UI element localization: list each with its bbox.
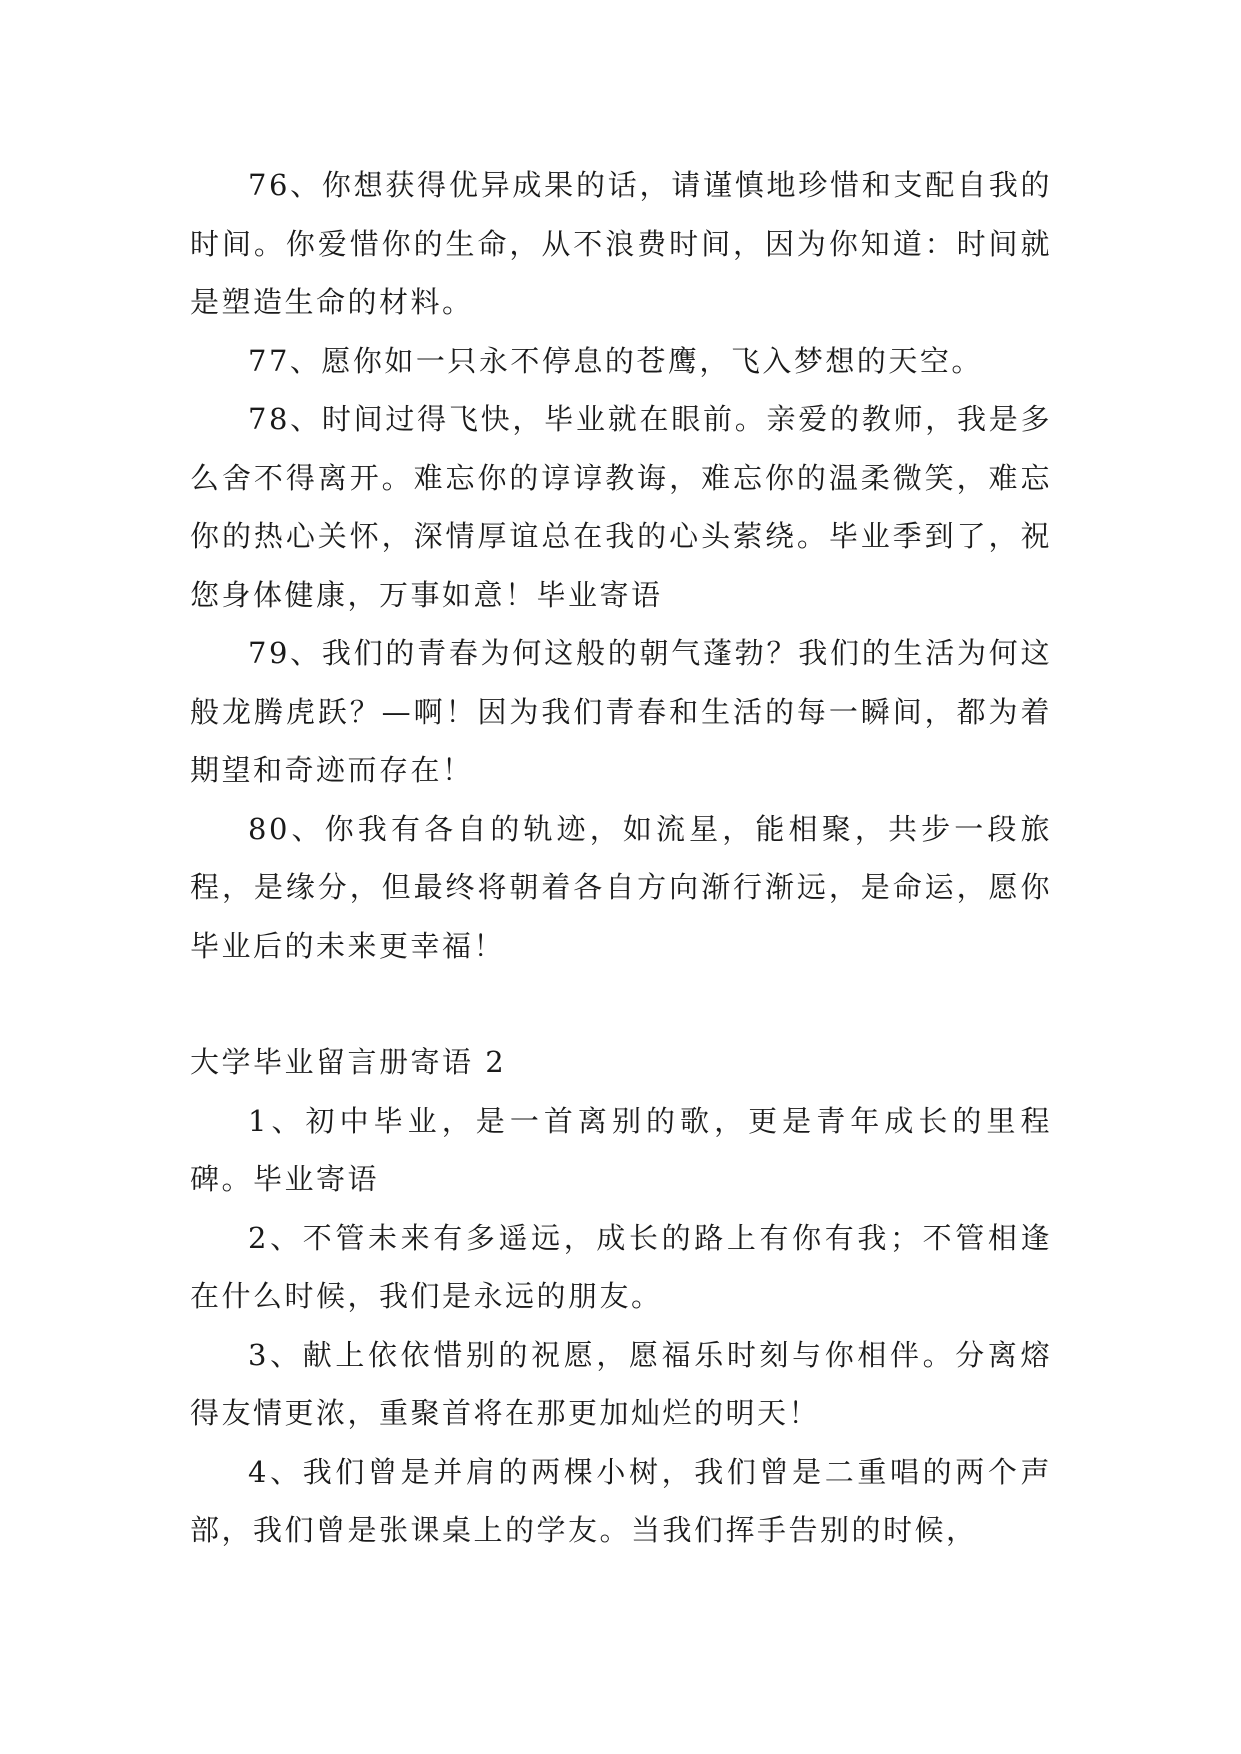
paragraph-77: 77、愿你如一只永不停息的苍鹰，飞入梦想的天空。 <box>248 343 983 378</box>
paragraph-4: 4、我们曾是并肩的两棵小树，我们曾是二重唱的两个声部，我们曾是张课桌上的学友。当我们挥手告别的时候， <box>190 1454 1052 1547</box>
paragraph-3: 3、献上依依惜别的祝愿，愿福乐时刻与你相伴。分离熔得友情更浓，重聚首将在那更加灿烂的明天！ <box>190 1337 1052 1430</box>
section-heading: 大学毕业留言册寄语 2 <box>190 1045 507 1079</box>
section-spacer <box>190 975 1052 1033</box>
paragraph-80: 80、你我有各自的轨迹，如流星，能相聚，共步一段旅程，是缘分，但最终将朝着各自方向渐行渐远，是命运，愿你毕业后的未来更幸福！ <box>190 811 1052 963</box>
paragraph-79: 79、我们的青春为何这般的朝气蓬勃？我们的生活为何这般龙腾虎跃？—啊！因为我们青春和生活的每一瞬间，都为着期望和奇迹而存在！ <box>190 636 1052 787</box>
paragraph-76: 76、你想获得优异成果的话，请谨慎地珍惜和支配自我的时间。你爱惜你的生命，从不浪费时间，因为你知道：时间就是塑造生命的材料。 <box>190 168 1052 319</box>
paragraph-2: 2、不管未来有多遥远，成长的路上有你有我；不管相逢在什么时候，我们是永远的朋友。 <box>190 1220 1052 1313</box>
document-body <box>190 156 1052 1560</box>
paragraph-1: 1、初中毕业，是一首离别的歌，更是青年成长的里程碑。毕业寄语 <box>190 1103 1052 1196</box>
paragraph-78: 78、时间过得飞快，毕业就在眼前。亲爱的教师，我是多么舍不得离开。难忘你的谆谆教诲，难忘你的温柔微笑，难忘你的热心关怀，深情厚谊总在我的心头萦绕。毕业季到了，祝您身体健康，万事如意！毕业寄语 <box>190 402 1052 612</box>
